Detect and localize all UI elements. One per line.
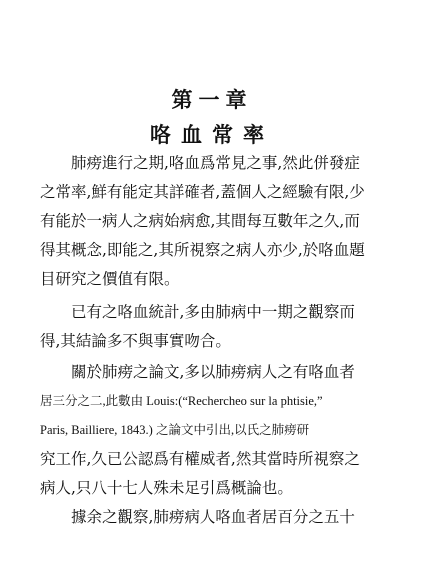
text-line: 之常率,鮮有能定其詳確者,蓋個人之經驗有限,少	[40, 183, 365, 201]
text-line: 目研究之價值有限。	[40, 270, 180, 288]
chapter-title: 咯血常率	[150, 122, 274, 147]
text-line: 病人,只八十七人殊未足引爲概論也。	[40, 479, 293, 497]
text-line: 有能於一病人之病始病愈,其間每互數年之久,而	[40, 212, 360, 230]
text-line: 肺痨進行之期,咯血爲常見之事,然此併發症	[40, 154, 360, 172]
chapter-heading: 第一章	[171, 87, 253, 112]
paragraph-2	[40, 298, 392, 356]
paragraph-1	[40, 149, 392, 294]
text-line: 居三分之二,此數由 Louis:(“Rechercheo sur la phtisie,”	[40, 394, 323, 408]
text-line: Paris, Bailliere, 1843.) 之論文中引出,以氏之肺痨研	[40, 423, 310, 437]
text-line: 已有之咯血統計,多由肺病中一期之觀察而	[40, 303, 355, 321]
text-line: 據余之觀察,肺痨病人咯血者居百分之五十	[40, 508, 355, 526]
text-line: 得,其結論多不與事實吻合。	[40, 332, 231, 350]
text-line: 得其概念,即能之,其所視察之病人亦少,於咯血題	[40, 241, 365, 259]
paragraph-3	[40, 358, 392, 532]
text-line: 究工作,久已公認爲有權威者,然其當時所視察之	[40, 450, 360, 468]
text-line: 關於肺痨之論文,多以肺痨病人之有咯血者	[40, 363, 355, 381]
